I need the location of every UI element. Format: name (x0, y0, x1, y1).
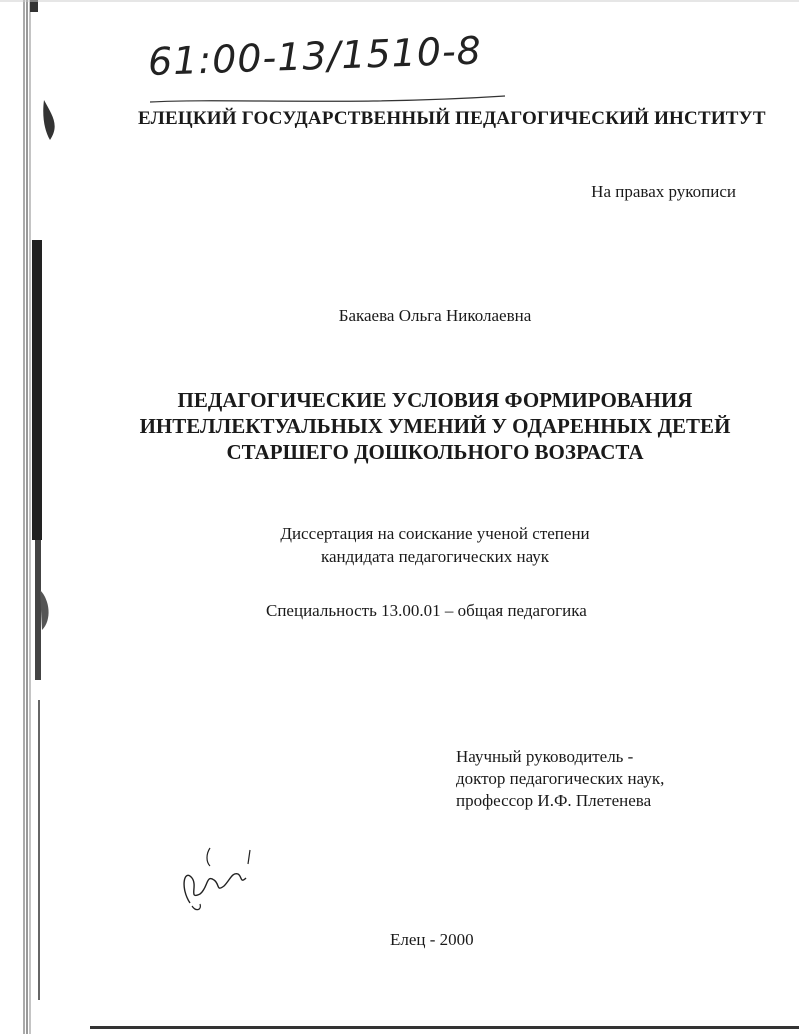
archive-code-handwritten: 61:00-13/1510-8 (147, 28, 483, 84)
degree-line: кандидата педагогических наук (320, 547, 550, 566)
scan-binding-edge (0, 0, 60, 1034)
title-line: СТАРШЕГО ДОШКОЛЬНОГО ВОЗРАСТА (226, 440, 644, 464)
scan-bottom-edge (90, 1022, 799, 1034)
handwritten-signature (170, 828, 270, 918)
scientific-advisor (456, 746, 664, 812)
advisor-line: доктор педагогических наук, (456, 769, 665, 788)
scan-top-edge (0, 0, 799, 12)
rights-note: На правах рукописи (591, 182, 736, 201)
specialty: Специальность 13.00.01 – общая педагогика (266, 601, 587, 620)
title-line: ИНТЕЛЛЕКТУАЛЬНЫХ УМЕНИЙ У ОДАРЕННЫХ ДЕТЕЙ (139, 414, 731, 438)
advisor-line: профессор И.Ф. Плетенева (456, 791, 652, 810)
dissertation-title (80, 387, 790, 465)
degree-line: Диссертация на соискание ученой степени (280, 524, 590, 543)
advisor-line: Научный руководитель - (456, 747, 634, 766)
degree-statement (170, 522, 700, 568)
institution-name: ЕЛЕЦКИЙ ГОСУДАРСТВЕННЫЙ ПЕДАГОГИЧЕСКИЙ ИНСТИТУТ (138, 108, 766, 129)
city-year: Елец - 2000 (390, 930, 474, 949)
title-line: ПЕДАГОГИЧЕСКИЕ УСЛОВИЯ ФОРМИРОВАНИЯ (177, 388, 693, 412)
author-name: Бакаева Ольга Николаевна (338, 306, 532, 325)
